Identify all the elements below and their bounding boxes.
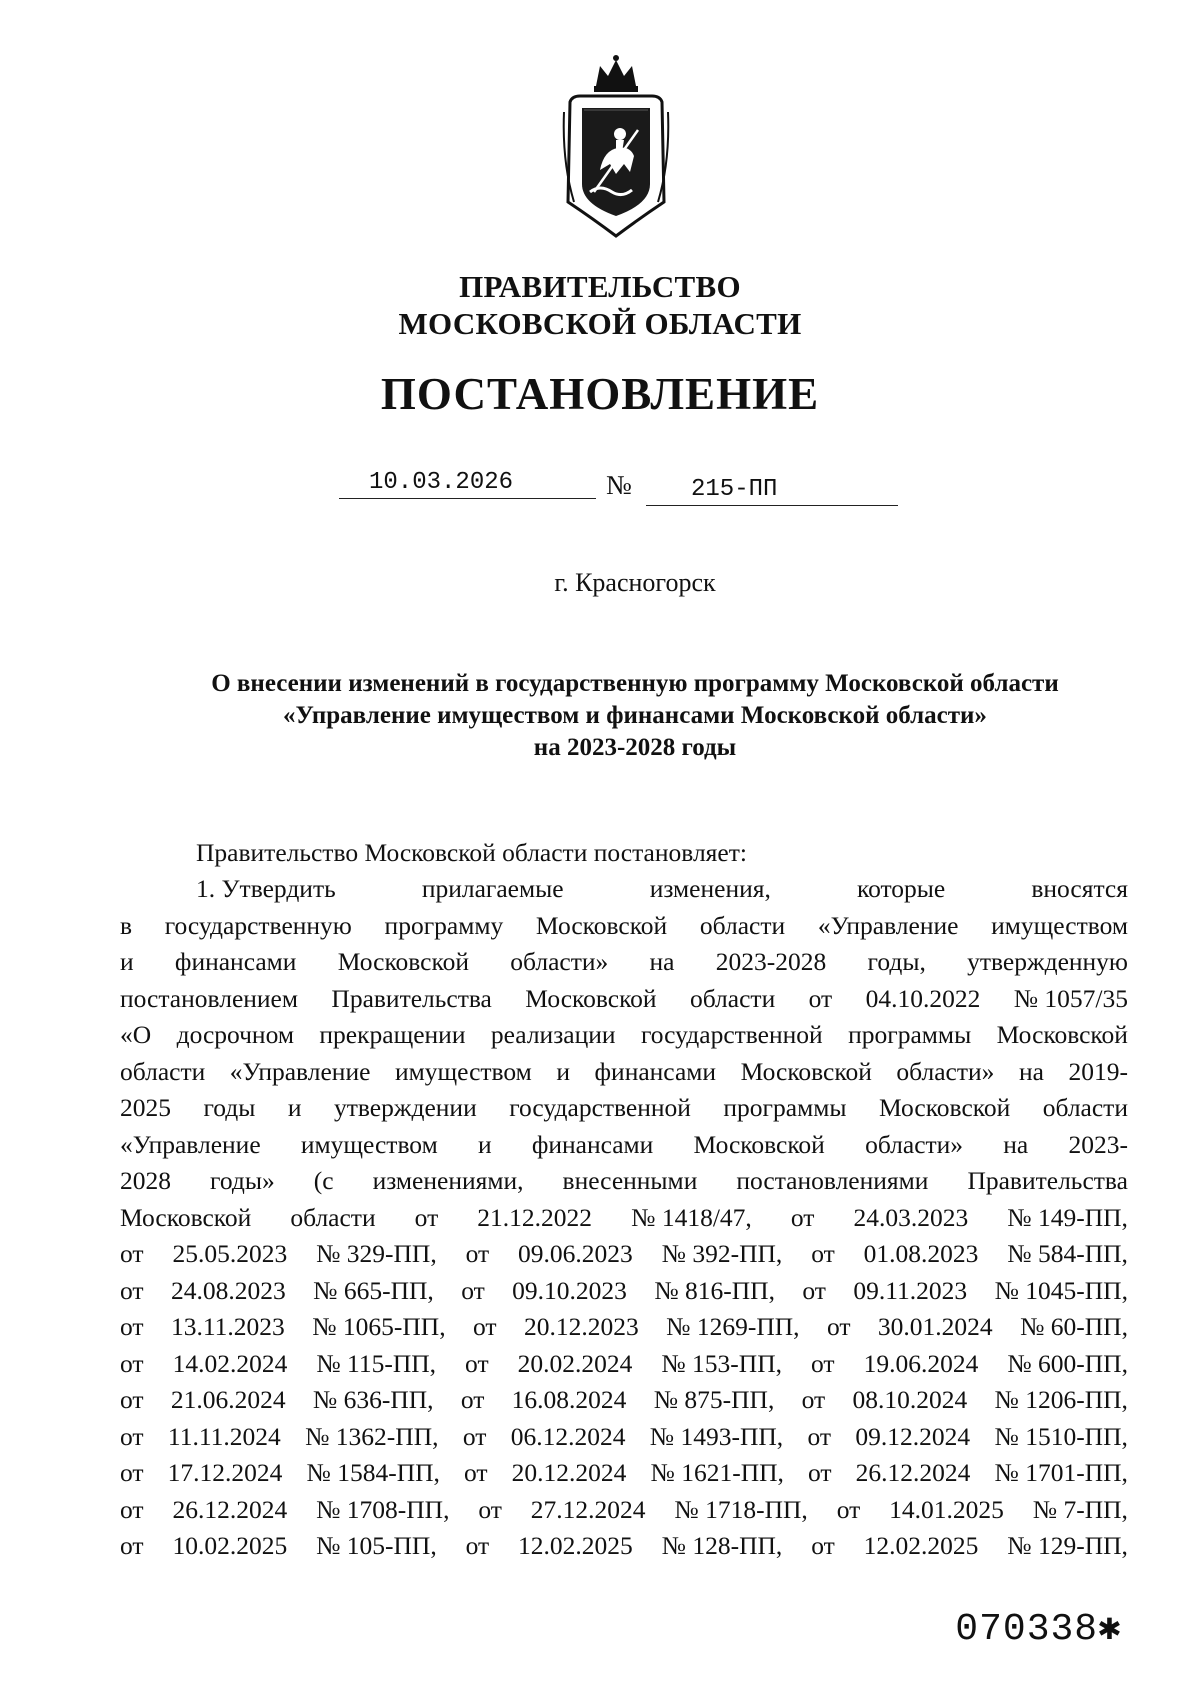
city-name: г. Красногорск [554, 568, 716, 597]
word: от [836, 1494, 861, 1524]
word: 13.11.2023 [170, 1312, 285, 1341]
word: от [120, 1421, 144, 1451]
word: 09.10.2023 [512, 1275, 627, 1305]
word: № 1584-ПП, [306, 1458, 440, 1487]
word: от [465, 1239, 490, 1268]
subject-line: на 2023-2028 годы [533, 734, 737, 761]
word: № 1701-ПП, [994, 1458, 1128, 1487]
word: от [464, 1458, 488, 1487]
word: 12.02.2025 [518, 1531, 633, 1560]
word: постановлениями [736, 1166, 929, 1195]
word: 11.11.2024 [167, 1421, 281, 1451]
word: № 129-ПП, [1007, 1531, 1128, 1560]
word: № 636-ПП, [312, 1385, 434, 1414]
word: программу [384, 910, 504, 940]
word: Правительства [331, 983, 492, 1013]
word: государственной [640, 1020, 823, 1049]
word: № 1621-ПП, [650, 1458, 784, 1487]
word: годы, [867, 947, 926, 976]
word: Московской [120, 1202, 252, 1232]
word: государственной [509, 1093, 691, 1122]
word: 06.12.2024 [510, 1421, 626, 1451]
word: и [477, 1129, 492, 1159]
word: 27.12.2024 [530, 1494, 646, 1524]
document-serial [955, 1604, 1122, 1651]
word: № 153-ПП, [661, 1348, 782, 1378]
paragraph-line [120, 1163, 1128, 1200]
word: в [120, 910, 133, 940]
word: финансами [531, 1129, 654, 1159]
paragraph-line [120, 981, 1128, 1018]
intro-sentence: Правительство Московской области постановляет: [196, 838, 747, 867]
word: программы [723, 1093, 847, 1122]
paragraph-1 [120, 871, 1128, 1565]
word: изменения, [649, 874, 771, 903]
word: 2019- [1068, 1056, 1128, 1086]
word: 20.12.2023 [523, 1312, 639, 1341]
word: имуществом [300, 1129, 438, 1159]
word: от [808, 1458, 832, 1487]
word: на [1018, 1056, 1044, 1086]
word: Московской [693, 1129, 825, 1159]
word: от [465, 1348, 489, 1378]
word: № 1057/35 [1013, 983, 1128, 1013]
word: от [120, 1531, 144, 1560]
word: которые [856, 874, 946, 903]
word: Московской [535, 910, 668, 940]
word: от [461, 1275, 485, 1305]
word: 12.02.2025 [863, 1531, 979, 1560]
paragraph-line [120, 1492, 1128, 1529]
number-field [646, 465, 898, 506]
word: № 1418/47, [631, 1202, 752, 1232]
paragraph-line [120, 1236, 1128, 1273]
word: № 875-ПП, [653, 1385, 775, 1414]
word: внесенными [562, 1166, 698, 1195]
word: на [649, 947, 675, 976]
word: от [120, 1312, 144, 1341]
word: № 1510-ПП, [994, 1421, 1128, 1451]
paragraph-line [120, 1382, 1128, 1419]
word: 17.12.2024 [167, 1458, 283, 1487]
document-body [120, 835, 1128, 1565]
document-type-title: ПОСТАНОВЛЕНИЕ [380, 369, 820, 419]
word: № 665-ПП, [313, 1275, 434, 1305]
word: 09.11.2023 [853, 1275, 968, 1305]
word: № 1493-ПП, [649, 1421, 784, 1451]
word: прилагаемые [421, 874, 564, 903]
paragraph-line [120, 1273, 1128, 1310]
word: государственную [164, 910, 352, 940]
word: досрочном [176, 1020, 294, 1049]
word: № 1065-ПП, [312, 1312, 446, 1341]
word: 14.02.2024 [172, 1348, 288, 1378]
paragraph-line [120, 1419, 1128, 1456]
org-line-2: МОСКОВСКОЙ ОБЛАСТИ [398, 306, 802, 341]
word: изменениями, [372, 1166, 524, 1195]
word: 04.10.2022 [865, 983, 981, 1013]
word: № 1708-ПП, [316, 1494, 450, 1524]
word: от [120, 1348, 144, 1378]
word: от [120, 1385, 144, 1414]
word: утвержденную [967, 947, 1128, 976]
word: от [811, 1239, 835, 1268]
word: и [287, 1093, 302, 1122]
word: от [802, 1275, 826, 1305]
word: Правительства [967, 1166, 1128, 1195]
word: № 600-ПП, [1007, 1348, 1128, 1378]
word: 01.08.2023 [863, 1239, 979, 1268]
word: от [120, 1275, 144, 1305]
word: от [465, 1531, 490, 1560]
word: «Управление [229, 1056, 371, 1086]
word: от [808, 983, 833, 1013]
document-date: 10.03.2026 [369, 469, 514, 496]
word: от [478, 1494, 502, 1524]
word: имуществом [394, 1056, 532, 1086]
word: «О [120, 1020, 152, 1049]
word: 10.02.2025 [172, 1531, 288, 1560]
word: 20.12.2024 [511, 1458, 627, 1487]
number-sign: № [606, 470, 632, 500]
word: области» [865, 1129, 964, 1159]
word: вносятся [1031, 874, 1128, 903]
word: и [556, 1056, 570, 1086]
word: 2025 [120, 1093, 171, 1122]
word: № 149-ПП, [1007, 1202, 1128, 1232]
word: финансами [594, 1056, 717, 1086]
paragraph-line [120, 871, 1128, 908]
word: № 329-ПП, [316, 1239, 437, 1268]
word: (с [313, 1166, 334, 1195]
word: от [460, 1385, 485, 1414]
word: от [826, 1312, 851, 1341]
org-line-1: ПРАВИТЕЛЬСТВО [459, 269, 741, 304]
word: № 1045-ПП, [994, 1275, 1128, 1305]
word: от [790, 1202, 815, 1232]
word: от [811, 1348, 835, 1378]
word: № 128-ПП, [661, 1531, 783, 1560]
paragraph-line [120, 1455, 1128, 1492]
word: области [290, 1202, 376, 1232]
word: от [801, 1385, 826, 1414]
paragraph-line [120, 944, 1128, 981]
word: 24.08.2023 [170, 1275, 286, 1305]
word: 08.10.2024 [852, 1385, 968, 1414]
word: № 105-ПП, [316, 1531, 437, 1560]
serial-number: 070338 [955, 1608, 1099, 1651]
subject-line: «Управление имуществом и финансами Московской области» [283, 702, 987, 729]
word: «Управление [120, 1129, 261, 1159]
word: утверждении [334, 1093, 477, 1122]
word: Московской [996, 1020, 1128, 1049]
word: от [120, 1458, 144, 1487]
paragraph-line [120, 1200, 1128, 1237]
word: № 1269-ПП, [666, 1312, 800, 1341]
word: 26.12.2024 [855, 1458, 971, 1487]
word: 1. Утвердить [196, 874, 336, 903]
paragraph-line [120, 1346, 1128, 1383]
word: имуществом [991, 910, 1128, 940]
paragraph-line [120, 1090, 1128, 1127]
word: области [120, 1056, 206, 1086]
word: 19.06.2024 [863, 1348, 979, 1378]
word: 25.05.2023 [172, 1239, 288, 1268]
word: и [120, 947, 134, 976]
word: области» [896, 1056, 995, 1086]
word: от [811, 1531, 835, 1560]
word: 2023- [1068, 1129, 1128, 1159]
word: годы» [210, 1166, 275, 1195]
word: Московской [878, 1093, 1011, 1122]
word: 2028 [120, 1166, 171, 1195]
word: 20.02.2024 [517, 1348, 633, 1378]
paragraph-line [120, 1309, 1128, 1346]
word: № 115-ПП, [316, 1348, 437, 1378]
word: финансами [174, 947, 297, 976]
word: на [1003, 1129, 1029, 1159]
word: области [699, 910, 786, 940]
word: от [120, 1494, 144, 1524]
word: 24.03.2023 [853, 1202, 969, 1232]
word: 09.06.2023 [518, 1239, 633, 1268]
word: области [689, 983, 776, 1013]
word: № 60-ПП, [1020, 1312, 1128, 1341]
word: № 392-ПП, [661, 1239, 783, 1268]
paragraph-line [120, 1127, 1128, 1164]
word: № 1718-ПП, [674, 1494, 808, 1524]
word: 30.01.2024 [877, 1312, 993, 1341]
word: 14.01.2025 [889, 1494, 1004, 1524]
word: 09.12.2024 [855, 1421, 971, 1451]
paragraph-line [120, 1017, 1128, 1054]
paragraph-line [120, 908, 1128, 945]
word: реализации [490, 1020, 616, 1049]
word: 26.12.2024 [172, 1494, 288, 1524]
word: № 1206-ПП, [994, 1385, 1128, 1414]
serial-mark: ✱ [1098, 1608, 1122, 1651]
word: программы [848, 1020, 972, 1049]
word: от [473, 1312, 497, 1341]
word: области [1042, 1093, 1128, 1122]
word: 21.06.2024 [170, 1385, 286, 1414]
word: Московской [525, 983, 657, 1013]
date-field [339, 458, 596, 499]
document-subject [140, 668, 1130, 764]
word: годы [203, 1093, 256, 1122]
government-name [0, 268, 1200, 342]
word: от [807, 1421, 832, 1451]
coat-of-arms-icon [560, 52, 672, 238]
word: 16.08.2024 [511, 1385, 627, 1414]
paragraph-line [120, 1528, 1128, 1565]
document-number: 215-ПП [691, 476, 778, 503]
word: № 7-ПП, [1032, 1494, 1128, 1524]
word: постановлением [120, 983, 299, 1013]
word: 21.12.2022 [477, 1202, 593, 1232]
word: 2023-2028 [715, 947, 827, 976]
subject-line: О внесении изменений в государственную программу Московской области [211, 670, 1059, 697]
word: № 1362-ПП, [305, 1421, 439, 1451]
word: от [120, 1239, 144, 1268]
word: «Управление [817, 910, 959, 940]
word: области» [510, 947, 609, 976]
word: Московской [337, 947, 469, 976]
word: от [414, 1202, 439, 1232]
word: № 816-ПП, [654, 1275, 775, 1305]
paragraph-line [120, 1054, 1128, 1091]
word: Московской [740, 1056, 872, 1086]
word: прекращении [319, 1020, 466, 1049]
word: № 584-ПП, [1007, 1239, 1128, 1268]
word: от [462, 1421, 487, 1451]
